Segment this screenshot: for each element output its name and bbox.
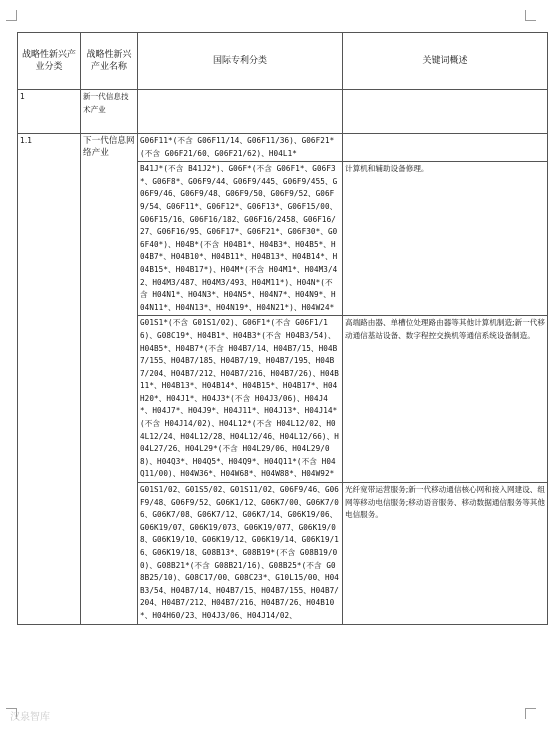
- section-row: [18, 90, 548, 134]
- ipc-cell: G01S1/02、G01S5/02、G01S11/02、G06F9/46、G06F9/48、G06F9/52、G06K1/12、G06K7/00、G06K7/06、G06K7/08、G06K7/12、G06K7/14、G06K19/06、G06K19/07、G06K19/073、G06K19/077、G06K19/08、G06K19/10、G06K19/12、G06K19/14、G06K19/16、G06K19/18、G08B13*、G08B19*(不含 G08B19/00)、G08B21*(不含 G08B21/16)、G08B25*(不含 G08B25/10)、G08C17/00、G08C23*、G10L15/00、H04B3/54、H04B7/14、H04B7/15、H04B7/155、H04B7/204、H04B7/212、H04B7/216、H04B7/26、H04B10*、H04H60/23、H04J3/06、H04J14/02、: [138, 483, 343, 625]
- section-keywords-empty: [343, 90, 548, 134]
- ipc-classification-table: [17, 32, 548, 625]
- crop-mark-top-right: [525, 10, 536, 21]
- section-code: 1: [18, 90, 81, 134]
- table-header-row: [18, 33, 548, 90]
- keywords-cell: 计算机和辅助设备修理。: [343, 162, 548, 316]
- keywords-cell: 高端路由器、单槽位处理路由器等其他计算机制造;新一代移动通信基站设备、数字程控交换机等通信系统设备制造。: [343, 316, 548, 483]
- ipc-cell: B41J*(不含 B41J2*)、G06F*(不含 G06F1*、G06F3*、G06F8*、G06F9/44、G06F9/445、G06F9/455、G06F9/46、G06F9/48、G06F9/50、G06F9/52、G06F9/54、G06F11*、G06F12*、G06F13*、G06F15/00、G06F15/16、G06F16/182、G06F16/2458、G06F16/27、G06F16/95、G06F17*、G06F21*、G06F30*、G06F40*)、H04B*(不含 H04B1*、H04B3*、H04B5*、H04B7*、H04B10*、H04B11*、H04B13*、H04B14*、H04B15*、H04B17*)、H04M*(不含 H04M1*、H04M3/42、H04M3/487、H04M3/493、H04M11*)、H04N*(不含 H04N1*、H04N3*、H04N5*、H04N7*、H04N9*、H04N11*、H04N13*、H04N19*、H04N21*)、H04W24*: [138, 162, 343, 316]
- keywords-cell: [343, 134, 548, 162]
- section-ipc-empty: [138, 90, 343, 134]
- table-row: [18, 134, 548, 162]
- ipc-cell: G06F11*(不含 G06F11/14、G06F11/36)、G06F21*(不含 G06F21/60、G06F21/62)、H04L1*: [138, 134, 343, 162]
- section-name: 新一代信息技术产业: [81, 90, 138, 134]
- header-keywords: 关键词概述: [343, 33, 548, 90]
- crop-mark-bottom-right: [525, 708, 536, 719]
- header-ipc: 国际专利分类: [138, 33, 343, 90]
- header-category-code: 战略性新兴产业分类: [18, 33, 81, 90]
- ipc-cell: G01S1*(不含 G01S1/02)、G06F1*(不含 G06F1/16)、G08C19*、H04B1*、H04B3*(不含 H04B3/54)、H04B5*、H04B7*(不含 H04B7/14、H04B7/15、H04B7/155、H04B7/185、H04B7/19、H04B7/195、H04B7/204、H04B7/212、H04B7/216、H04B7/26)、H04B11*、H04B13*、H04B14*、H04B15*、H04B17*、H04H20*、H04J1*、H04J3*(不含 H04J3/06)、H04J4*、H04J7*、H04J9*、H04J11*、H04J13*、H04J14*(不含 H04J14/02)、H04L12*(不含 H04L12/02、H04L12/24、H04L12/28、H04L12/46、H04L12/66)、H04L27/26、H04L29*(不含 H04L29/06、H04L29/08)、H04Q3*、H04Q5*、H04Q9*、H04Q11*(不含 H04Q11/00)、H04W36*、H04W68*、H04W88*、H04W92*: [138, 316, 343, 483]
- subsection-name: 下一代信息网络产业: [81, 134, 138, 625]
- crop-mark-top-left: [6, 10, 17, 21]
- header-category-name: 战略性新兴产业名称: [81, 33, 138, 90]
- subsection-code: 1.1: [18, 134, 81, 625]
- keywords-cell: 光纤宽带运营服务;新一代移动通信核心网和接入网建设、组网等移动电信服务;移动语音服务、移动数据通信服务等其他电信服务。: [343, 483, 548, 625]
- watermark: 汉泉智库: [10, 712, 50, 723]
